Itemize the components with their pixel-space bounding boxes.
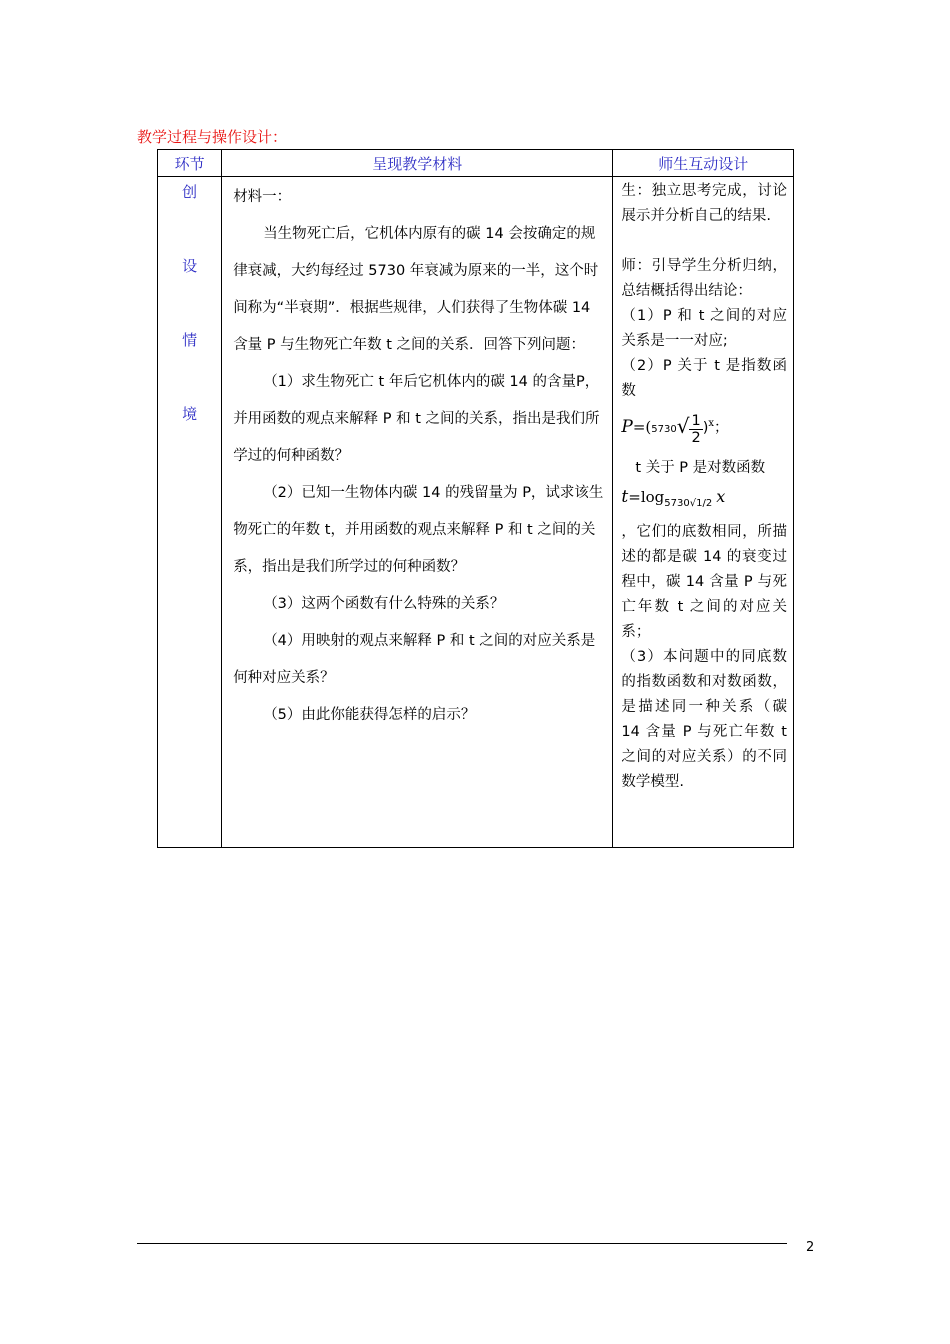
question-5: （5）由此你能获得怎样的启示？: [263, 707, 476, 723]
teacher-activity: 师：引导学生分析归纳，总结概括得出结论：: [621, 258, 787, 299]
table-row: [158, 177, 794, 848]
conclusion-2: [621, 354, 787, 404]
conclusion-2b: t 关于 P 是对数函数: [635, 459, 766, 476]
log-num: 1: [696, 497, 703, 509]
fraction-den: 2: [691, 429, 701, 446]
interaction-cell: [613, 177, 794, 848]
log-root-index: 5730: [664, 497, 690, 509]
log-eq: =log: [628, 487, 665, 506]
log-formula: [621, 481, 787, 520]
stage-char: 境: [182, 405, 198, 423]
lesson-table: [157, 149, 794, 848]
material-label: 材料一：: [233, 189, 292, 205]
question-3: （3）这两个函数有什么特殊的关系？: [263, 596, 505, 612]
material-intro: 当生物死亡后，它机体内原有的碳 14 会按确定的规律衰减，大约每经过 5730 年衰减为原来的一半，这个时间称为“半衰期”．根据些规律，人们获得了生物体碳 14 含量 P 与生物死亡年数 t 之间的关系．回答下列问题：: [233, 226, 599, 353]
stage-char: 创: [182, 183, 198, 201]
student-activity: 生：独立思考完成，讨论展示并分析自己的结果.: [621, 183, 787, 224]
formula-lhs: P: [621, 416, 633, 437]
page-number: 2: [806, 1240, 815, 1255]
header-stage: 环节: [158, 150, 222, 177]
fraction: [689, 413, 702, 446]
sqrt-symbol: √ $\frac{1}{2}$: [676, 412, 701, 446]
log-arg: x: [716, 486, 726, 506]
conclusion-3: （3）本问题中的同底数的指数函数和对数函数，是描述同一种关系（碳 14 含量 P 与死亡年数 t 之间的对应关系）的不同数学模型.: [621, 648, 787, 790]
root-index: 5730: [651, 423, 677, 435]
question-4: （4）用映射的观点来解释 P 和 t 之间的对应关系是何种对应关系？: [233, 633, 596, 686]
question-1: （1）求生物死亡 t 年后它机体内的碳 14 的含量P，并用函数的观点来解释 P 和 t 之间的关系，指出是我们所学过的何种函数？: [233, 374, 600, 464]
fraction-num: 1: [691, 412, 701, 429]
log-base: 5730√1/2: [664, 497, 713, 509]
formula-exp: x: [708, 418, 715, 429]
conclusion-2b-suffix: ，它们的底数相同，所描述的都是碳 14 的衰变过程中，碳 14 含量 P 与死亡年数 t 之间的对应关系；: [621, 523, 787, 640]
footer-divider: [137, 1243, 787, 1244]
stage-char: 情: [182, 331, 198, 349]
conclusion-2-suffix: ；: [714, 419, 729, 436]
material-cell: [222, 177, 613, 848]
log-den: 2: [705, 497, 713, 509]
header-interaction: 师生互动设计: [613, 150, 794, 177]
table-header-row: [158, 150, 794, 177]
conclusion-2-prefix: （2）P 关于 t 是指数函数: [621, 358, 787, 399]
stage-cell: [158, 177, 222, 848]
exp-formula: [621, 404, 787, 450]
header-material: 呈现教学材料: [222, 150, 613, 177]
conclusion-1: （1）P 和 t 之间的对应关系是一一对应;: [621, 308, 787, 349]
log-lhs: t: [621, 486, 629, 507]
formula-rparen: ): [702, 419, 709, 436]
stage-char: 设: [182, 257, 198, 275]
question-2: （2）已知一生物体内碳 14 的残留量为 P，试求该生物死亡的年数 t，并用函数的观点来解释 P 和 t 之间的关系，指出是我们所学过的何种函数？: [233, 485, 604, 575]
formula-eq: =(: [632, 417, 652, 436]
section-title: 教学过程与操作设计：: [137, 128, 288, 146]
